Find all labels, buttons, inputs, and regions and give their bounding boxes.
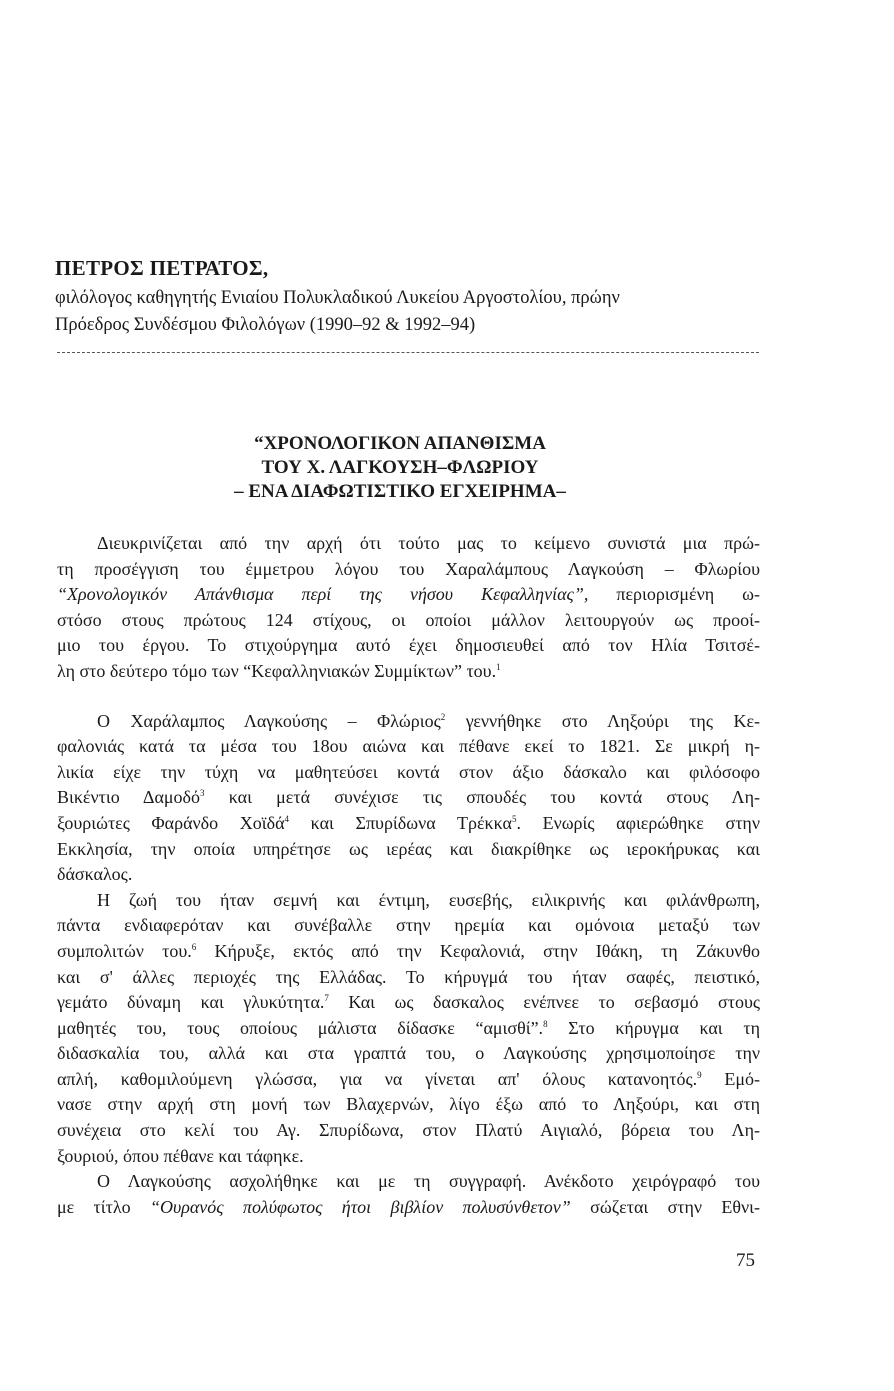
text-line: νασε στην αρχή στη μονή των Βλαχερνών, λίγο έξω από το Ληξούρι, και στη [57,1094,760,1115]
text-line [57,1067,760,1093]
footnote-ref[interactable]: 2 [440,711,446,722]
text-line: ξουριού, όπου πέθανε και τάφηκε. [57,1145,304,1166]
text-span: λη στο δεύτερο τόμο των “Κεφαλληνιακών Συμμίκτων” του. [57,660,497,681]
text-line [57,659,760,685]
footnote-ref[interactable]: 5 [511,813,517,824]
text-span: Ο Χαράλαμπος Λαγκούσης – Φλώριος [97,710,441,731]
paragraph [57,1169,760,1220]
text-span: ξουριώτες Φαράνδο Χοϊδά [57,812,285,833]
text-line: Διευκρινίζεται από την αρχή ότι τούτο μας το κείμενο συνιστά μια πρώ- [97,533,760,553]
text-line: λικία είχε την τύχη να μαθητεύσει κοντά στον άξιο δάσκαλο και φιλόσοφο [57,761,760,782]
text-line [57,1195,760,1221]
text-line: μιο του έργου. Το στιχούργημα αυτό έχει δημοσιευθεί από τον Ηλία Τσιτσέ- [57,635,760,656]
text-span: και Σπυρίδωνα Τρέκκα [289,812,512,833]
paragraph [57,531,760,685]
text-line: φαλονιάς κατά τα μέσα του 18ου αιώνα και πέθανε εκεί το 1821. Σε μικρή η- [57,736,760,757]
text-span: απλή, καθομιλούμενη γλώσσα, για να γίνεται απ' όλους κατανοητός. [57,1068,698,1089]
text-line: Εκκλησία, την οποία υπηρέτησε ως ιερέας και διακρίθηκε ως ιεροκήρυκας και [57,838,760,859]
text-line [57,582,760,608]
text-line: πάντα ενδιαφερόταν και συνέβαλλε στην ηρεμία και ομόνοια μεταξύ των [57,915,760,936]
text-span: Στο κήρυγμα και τη [547,1017,760,1038]
text-span: γεννήθηκε στο Ληξούρι της Κε- [445,710,761,731]
text-span: με τίτλο [57,1196,150,1217]
title-line: – ΕΝΑ ΔΙΑΦΩΤΙΣΤΙΚΟ ΕΓΧΕΙΡΗΜΑ– [234,481,566,502]
text-line [57,785,760,811]
text-span: συμπολιτών του. [57,940,192,961]
text-line: διδασκαλία του, αλλά και στα γραπτά του, ο Λαγκούσης χρησιμοποίησε την [57,1043,760,1064]
text-span: Και ως δασκαλος ενέπνεε το σεβασμό στους [328,992,760,1013]
text-line: και σ' άλλες περιοχές της Ελλάδας. Το κήρυγμά του ήταν σαφές, πειστικό, [57,966,760,987]
work-title: “Ουρανός πολύφωτος ήτοι βιβλίον πολυσύνθετον” [149,1196,571,1217]
text-line: δάσκαλος. [57,864,133,885]
text-line: συνέχεια στο κελί του Αγ. Σπυρίδωνα, στον Πλατύ Αιγιαλό, βόρεια του Λη- [57,1120,760,1141]
footnote-ref[interactable]: 8 [543,1018,548,1029]
affiliation-line: Πρόεδρος Συνδέσμου Φιλολόγων (1990–92 & 1992–94) [55,315,476,335]
text-line [57,1016,760,1042]
text-span: σώζεται στην Εθνι- [570,1196,760,1217]
text-line [57,811,760,837]
text-line: Η ζωή του ήταν σεμνή και έντιμη, ευσεβής, ειλικρινής και φιλάνθρωπη, [97,889,760,910]
article-body [57,531,760,1220]
text-line [57,990,760,1016]
footnote-ref[interactable]: 1 [496,661,501,672]
title-line: “ΧΡΟΝΟΛΟΓΙΚΟΝ ΑΠΑΝΘΙΣΜΑ [254,433,546,454]
author-name: ΠΕΤΡΟΣ ΠΕΤΡΑΤΟΣ, [55,256,269,280]
page-number: 75 [736,1250,755,1271]
footnote-ref[interactable]: 9 [697,1069,702,1080]
text-span: μαθητές του, τους οποίους μάλιστα δίδασκε “αμισθί”. [57,1017,544,1038]
text-span: και μετά συνέχισε τις σπουδές του κοντά στους Λη- [204,787,760,808]
author-affiliation [55,285,775,339]
paragraph [57,888,760,1170]
paragraph [57,709,760,888]
article-title [100,432,700,504]
title-line: ΤΟΥ Χ. ΛΑΓΚΟΥΣΗ–ΦΛΩΡΙΟΥ [261,457,539,478]
text-span: . Ενωρίς αφιερώθηκε στην [516,812,760,833]
text-line: Ο Λαγκούσης ασχολήθηκε και με τη συγγραφή. Ανέκδοτο χειρόγραφό του [97,1171,760,1192]
text-line: στόσο στους πρώτους 124 στίχους, οι οποίοι μάλλον λειτουργούν ως προοί- [57,609,760,630]
text-span: περιορισμένη ω- [588,584,761,605]
separator-rule [57,352,759,353]
text-span: Βικέντιο Δαμοδό [57,787,201,808]
footnote-ref[interactable]: 4 [284,813,290,824]
footnote-ref[interactable]: 3 [200,788,205,799]
footnote-ref[interactable]: 6 [191,941,197,952]
work-title: “Χρονολογικόν Απάνθισμα περί της νήσου Κεφαλληνίας”, [57,584,589,605]
text-span: γεμάτο δύναμη και γλυκύτητα. [57,992,325,1013]
text-line [57,939,760,965]
text-line: τη προσέγγιση του έμμετρου λόγου του Χαραλάμπους Λαγκούση – Φλωρίου [57,558,760,579]
affiliation-line: φιλόλογος καθηγητής Ενιαίου Πολυκλαδικού Λυκείου Αργοστολίου, πρώην [55,288,620,308]
footnote-ref[interactable]: 7 [324,993,329,1004]
text-span: Κήρυξε, εκτός από την Κεφαλονιά, στην Ιθάκη, τη Ζάκυνθο [196,940,760,961]
text-span: Εμό- [701,1068,760,1089]
text-line [57,709,760,735]
